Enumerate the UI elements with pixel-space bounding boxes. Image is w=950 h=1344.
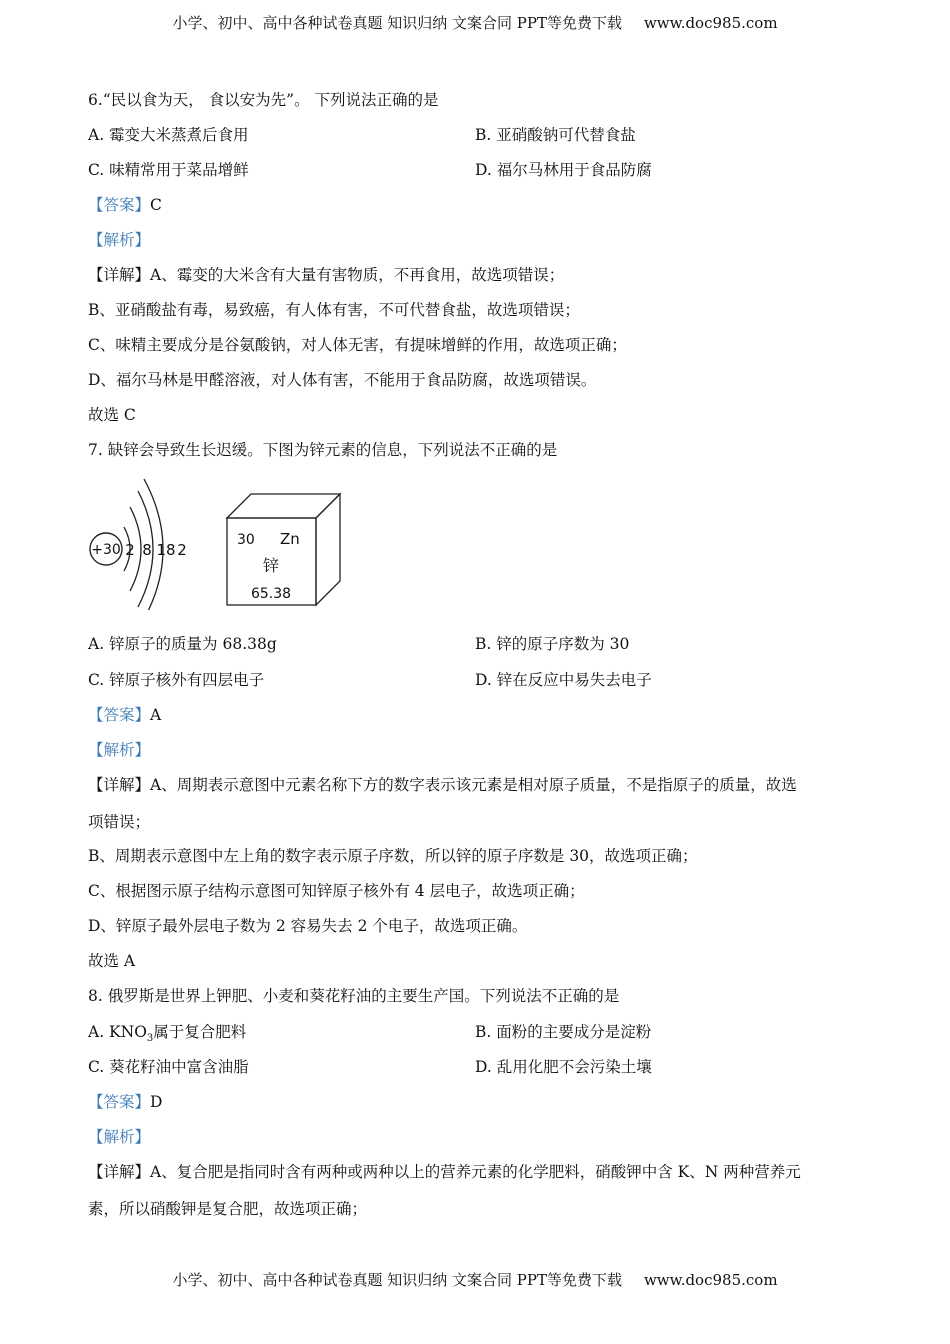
page-footer [0,1269,950,1290]
zinc-figure [84,474,344,610]
footer-site-link[interactable]: www.doc985.com [643,1271,778,1289]
q8-answer [88,1091,162,1113]
q7-analysis-tag: 【解析】 [88,741,151,759]
element-symbol: Zn [280,530,300,548]
q8-option-d: D. 乱用化肥不会污染土壤 [475,1058,652,1076]
q6-option-d: D. 福尔马林用于食品防腐 [475,161,652,179]
atomic-number: 30 [237,532,255,548]
answer-value: D [150,1093,163,1111]
answer-tag: 【答案】 [88,706,151,724]
element-cell-cube [227,494,340,605]
q7-detail-4: D、锌原子最外层电子数为 2 容易失去 2 个电子，故选项正确。 [88,917,528,935]
q6-detail-4: D、福尔马林是甲醛溶液，对人体有害，不能用于食品防腐，故选项错误。 [88,371,597,389]
q7-detail-1b: 项错误； [88,813,151,831]
q7-detail-2: B、周期表示意图中左上角的数字表示原子序数，所以锌的原子序数是 30，故选项正确； [88,847,698,865]
q8-detail-1b: 素，所以硝酸钾是复合肥，故选项正确； [88,1200,368,1218]
nucleus-charge: +30 [91,542,121,558]
shell-electron-count: 2 [177,541,187,559]
q6-detail-1: 【详解】A、霉变的大米含有大量有害物质，不再食用，故选项错误； [88,266,565,284]
q6-option-b: B. 亚硝酸钠可代替食盐 [475,126,636,144]
q8-stem: 8. 俄罗斯是世界上钾肥、小麦和葵花籽油的主要生产国。下列说法不正确的是 [88,987,620,1005]
shell-electron-count: 8 [142,541,152,559]
q7-detail-3: C、根据图示原子结构示意图可知锌原子核外有 4 层电子，故选项正确； [88,882,585,900]
q6-conclusion: 故选 C [88,406,136,424]
q7-detail-1a: 【详解】A、周期表示意图中元素名称下方的数字表示该元素是相对原子质量，不是指原子的质量，故选 [88,776,797,794]
q7-conclusion: 故选 A [88,952,136,970]
answer-value: A [150,706,162,724]
answer-tag: 【答案】 [88,1093,151,1111]
q8-analysis-tag: 【解析】 [88,1128,151,1146]
atom-structure-diagram [90,479,187,610]
q6-option-c: C. 味精常用于菜品增鲜 [88,161,249,179]
header-text: 小学、初中、高中各种试卷真题 知识归纳 文案合同 PPT等免费下载 [172,14,622,32]
shell-electron-count: 18 [156,541,176,559]
q7-option-d: D. 锌在反应中易失去电子 [475,671,652,689]
detail-tag: 【详解】 [88,266,151,284]
header-site-link[interactable]: www.doc985.com [643,14,778,32]
cube-side-face [316,494,340,605]
q8-detail-1a: 【详解】A、复合肥是指同时含有两种或两种以上的营养元素的化学肥料，硝酸钾中含 K、N 两种营养元 [88,1163,801,1181]
q8-option-b: B. 面粉的主要成分是淀粉 [475,1023,652,1041]
q6-detail-3: C、味精主要成分是谷氨酸钠，对人体无害，有提味增鲜的作用，故选项正确； [88,336,627,354]
q6-detail-2: B、亚硝酸盐有毒，易致癌，有人体有害，不可代替食盐，故选项错误； [88,301,580,319]
q7-answer [88,704,161,726]
cube-top-face [227,494,340,518]
answer-tag: 【答案】 [88,196,151,214]
q6-option-a: A. 霉变大米蒸煮后食用 [88,126,249,144]
q8-option-a: A. $KNO_3$属于复合肥料 [88,1023,247,1045]
footer-text: 小学、初中、高中各种试卷真题 知识归纳 文案合同 PPT等免费下载 [172,1271,622,1289]
page-header [0,12,950,33]
q7-option-b: B. 锌的原子序数为 30 [475,635,630,653]
element-name: 锌 [262,556,280,575]
q6-answer [88,194,162,216]
q6-stem: 6.“民以食为天， 食以安为先”。 下列说法正确的是 [88,91,439,109]
detail-tag: 【详解】 [88,1163,151,1181]
shell-electron-count: 2 [125,541,135,559]
q7-option-c: C. 锌原子核外有四层电子 [88,671,265,689]
q6-analysis-tag: 【解析】 [88,231,151,249]
q7-stem: 7. 缺锌会导致生长迟缓。下图为锌元素的信息，下列说法不正确的是 [88,441,558,459]
q7-option-a: A. 锌原子的质量为 68.38g [88,635,277,653]
answer-value: C [150,196,162,214]
detail-tag: 【详解】 [88,776,151,794]
q8-option-c: C. 葵花籽油中富含油脂 [88,1058,249,1076]
atomic-mass: 65.38 [250,586,292,602]
